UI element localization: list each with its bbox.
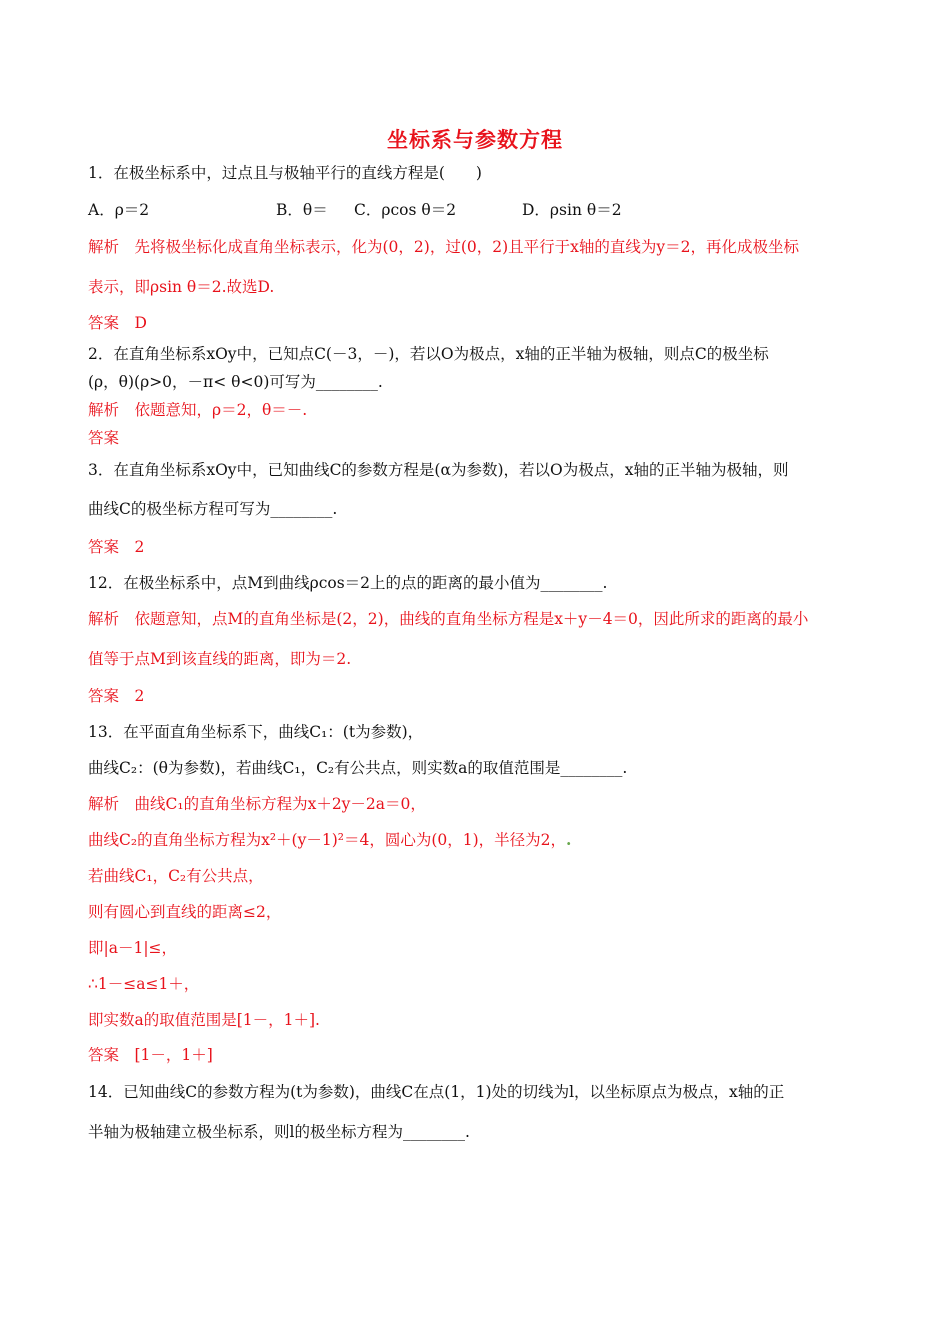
q2-answer: 答案 bbox=[88, 429, 120, 447]
q3-stem-line1: 3．在直角坐标系xOy中，已知曲线C的参数方程是(α为参数)，若以O为极点，x轴的正半轴为极轴，则 bbox=[88, 461, 789, 479]
q13-analysis-line3: 若曲线C₁，C₂有公共点， bbox=[88, 867, 264, 885]
q13-analysis-line6: ∴1－≤a≤1＋， bbox=[88, 975, 200, 993]
q13-analysis-line2 bbox=[88, 830, 571, 850]
q12-analysis-line2: 值等于点M到该直线的距离，即为＝2. bbox=[88, 650, 352, 668]
q1-options bbox=[88, 200, 622, 220]
q14-stem-line2: 半轴为极轴建立极坐标系，则l的极坐标方程为________. bbox=[88, 1123, 470, 1141]
q13-analysis-line2-text: 曲线C₂的直角坐标方程为x²＋(y－1)²＝4，圆心为(0，1)，半径为2， bbox=[88, 831, 566, 849]
q13-analysis-line1: 解析 曲线C₁的直角坐标方程为x＋2y－2a＝0， bbox=[88, 795, 426, 813]
q1-analysis-line1: 解析 先将极坐标化成直角坐标表示，化为(0，2)，过(0，2)且平行于x轴的直线为y＝2，再化成极坐标 bbox=[88, 238, 799, 256]
q1-analysis-line2: 表示，即ρsin θ＝2.故选D. bbox=[88, 278, 275, 296]
q13-answer: 答案 [1－，1＋] bbox=[88, 1046, 213, 1064]
q13-analysis-line7: 即实数a的取值范围是[1－，1＋]. bbox=[88, 1011, 320, 1029]
q3-answer: 答案 2 bbox=[88, 538, 145, 556]
q12-answer: 答案 2 bbox=[88, 687, 145, 705]
q12-analysis-line1: 解析 依题意知，点M的直角坐标是(2，2)，曲线的直角坐标方程是x＋y－4＝0，因此所求的距离的最小 bbox=[88, 610, 809, 628]
q1-stem: 1．在极坐标系中，过点且与极轴平行的直线方程是( ) bbox=[88, 164, 482, 182]
q1-option-d: D．ρsin θ＝2 bbox=[522, 201, 622, 219]
q2-stem-line1: 2．在直角坐标系xOy中，已知点C(－3，－)，若以O为极点，x轴的正半轴为极轴，则点C的极坐标 bbox=[88, 345, 769, 363]
q1-option-b: B．θ＝ bbox=[276, 201, 328, 219]
q2-stem-line2: (ρ，θ)(ρ>0，－π< θ<0)可写为________. bbox=[88, 373, 383, 391]
q14-stem-line1: 14．已知曲线C的参数方程为(t为参数)，曲线C在点(1，1)处的切线为l，以坐标原点为极点，x轴的正 bbox=[88, 1083, 785, 1101]
q1-option-c: C．ρcos θ＝2 bbox=[354, 201, 457, 219]
q13-stem-line2: 曲线C₂：(θ为参数)，若曲线C₁，C₂有公共点，则实数a的取值范围是________. bbox=[88, 759, 628, 777]
stray-dot: . bbox=[566, 830, 572, 849]
q3-stem-line2: 曲线C的极坐标方程可写为________. bbox=[88, 500, 338, 518]
q13-analysis-line5: 即|a－1|≤， bbox=[88, 939, 178, 957]
q13-analysis-line4: 则有圆心到直线的距离≤2， bbox=[88, 903, 282, 921]
q12-stem: 12．在极坐标系中，点M到曲线ρcos＝2上的点的距离的最小值为________. bbox=[88, 574, 608, 592]
q13-stem-line1: 13．在平面直角坐标系下，曲线C₁：(t为参数)， bbox=[88, 723, 424, 741]
q2-analysis: 解析 依题意知，ρ＝2，θ＝－. bbox=[88, 401, 308, 419]
page-title: 坐标系与参数方程 bbox=[387, 128, 563, 152]
q1-answer: 答案 D bbox=[88, 314, 147, 332]
q1-option-a: A．ρ＝2 bbox=[88, 201, 150, 219]
